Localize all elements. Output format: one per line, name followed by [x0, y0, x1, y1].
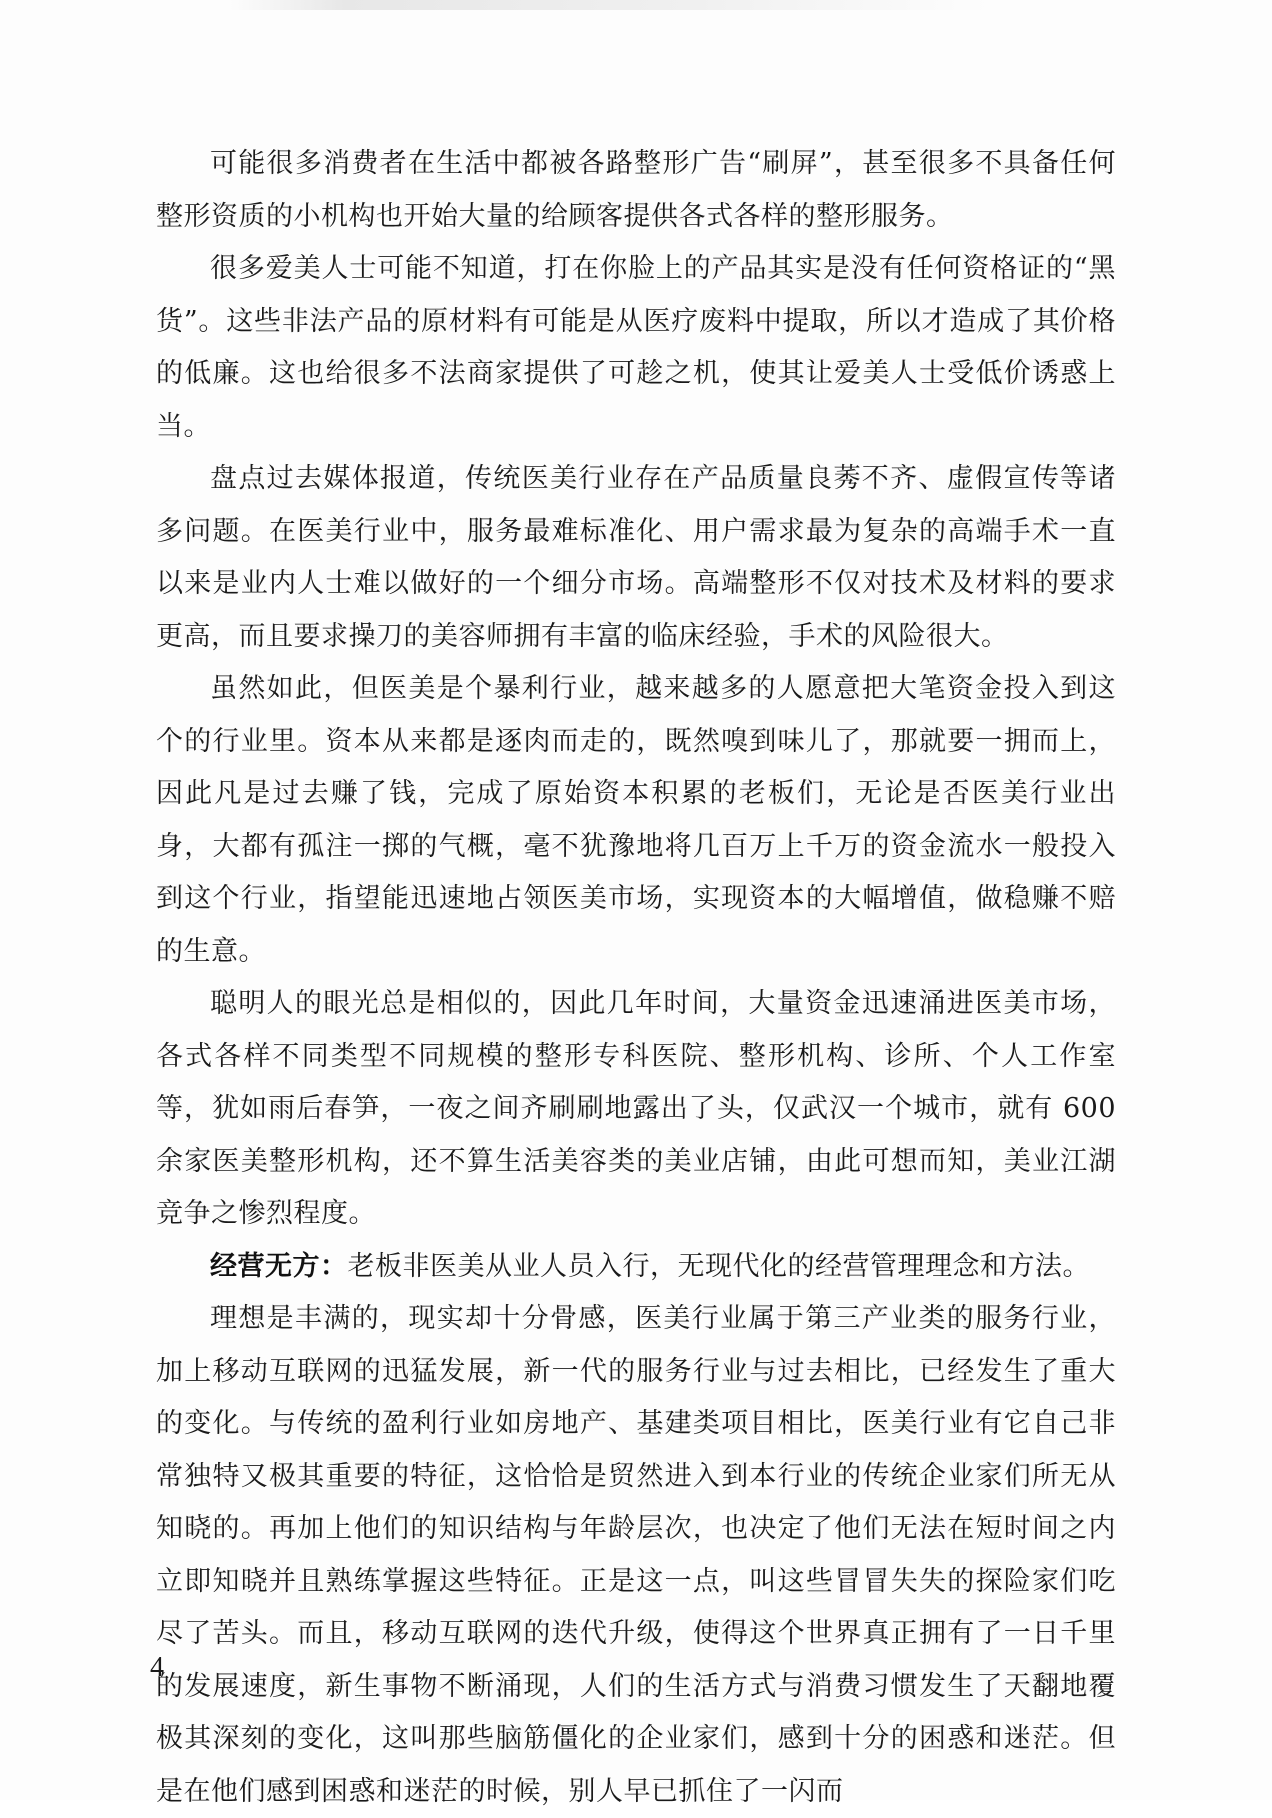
paragraph-final: 理想是丰满的，现实却十分骨感，医美行业属于第三产业类的服务行业，加上移动互联网的迅猛发展，新一代的服务行业与过去相比，已经发生了重大的变化。与传统的盈利行业如房地产、基建类项目相比，医美行业有它自己非常独特又极其重要的特征，这恰恰是贸然进入到本行业的传统企业家们所无从知晓的。再加上他们的知识结构与年龄层次，也决定了他们无法在短时间之内立即知晓并且熟练掌握这些特征。正是这一点，叫这些冒冒失失的探险家们吃尽了苦头。而且，移动互联网的迭代升级，使得这个世界真正拥有了一日千里的发展速度，新生事物不断涌现，人们的生活方式与消费习惯发生了天翻地覆极其深刻的变化，这叫那些脑筋僵化的企业家们，感到十分的困惑和迷茫。但是在他们感到困惑和迷茫的时候，别人早已抓住了一闪而 — [156, 1303, 1116, 1807]
paragraph-2: 很多爱美人士可能不知道，打在你脸上的产品其实是没有任何资格证的“黑货”。这些非法产品的原材料有可能是从医疗废料中提取，所以才造成了其价格的低廉。这也给很多不法商家提供了可趁之机，使其让爱美人士受低价诱惑上当。 — [156, 253, 1116, 442]
paragraph-5: 聪明人的眼光总是相似的，因此几年时间，大量资金迅速涌进医美市场，各式各样不同类型不同规模的整形专科医院、整形机构、诊所、个人工作室等，犹如雨后春笋，一夜之间齐刷刷地露出了头，仅武汉一个城市，就有 600 余家医美整形机构，还不算生活美容类的美业店铺，由此可想而知，美业江湖竞争之惨烈程度。 — [156, 988, 1116, 1229]
page-number: 4 — [150, 1652, 164, 1683]
paragraph-1: 可能很多消费者在生活中都被各路整形广告“刷屏”，甚至很多不具备任何整形资质的小机构也开始大量的给顾客提供各式各样的整形服务。 — [156, 148, 1116, 232]
highlight-rest: 老板非医美从业人员入行，无现代化的经营管理理念和方法。 — [347, 1250, 1090, 1282]
paragraph-3: 盘点过去媒体报道，传统医美行业存在产品质量良莠不齐、虚假宣传等诸多问题。在医美行业中，服务最难标准化、用户需求最为复杂的高端手术一直以来是业内人士难以做好的一个细分市场。高端整形不仅对技术及材料的要求更高，而且要求操刀的美容师拥有丰富的临床经验，手术的风险很大。 — [156, 463, 1116, 652]
highlight-lead: 经营无方： — [210, 1250, 348, 1282]
scan-edge-artifact — [230, 0, 990, 10]
paragraph-4: 虽然如此，但医美是个暴利行业，越来越多的人愿意把大笔资金投入到这个的行业里。资本从来都是逐肉而走的，既然嗅到味儿了，那就要一拥而上，因此凡是过去赚了钱，完成了原始资本积累的老板们，无论是否医美行业出身，大都有孤注一掷的气概，毫不犹豫地将几百万上千万的资金流水一般投入到这个行业，指望能迅速地占领医美市场，实现资本的大幅增值，做稳赚不赔的生意。 — [156, 673, 1116, 967]
highlight-paragraph — [156, 1241, 1116, 1294]
body-text — [156, 138, 1116, 1818]
